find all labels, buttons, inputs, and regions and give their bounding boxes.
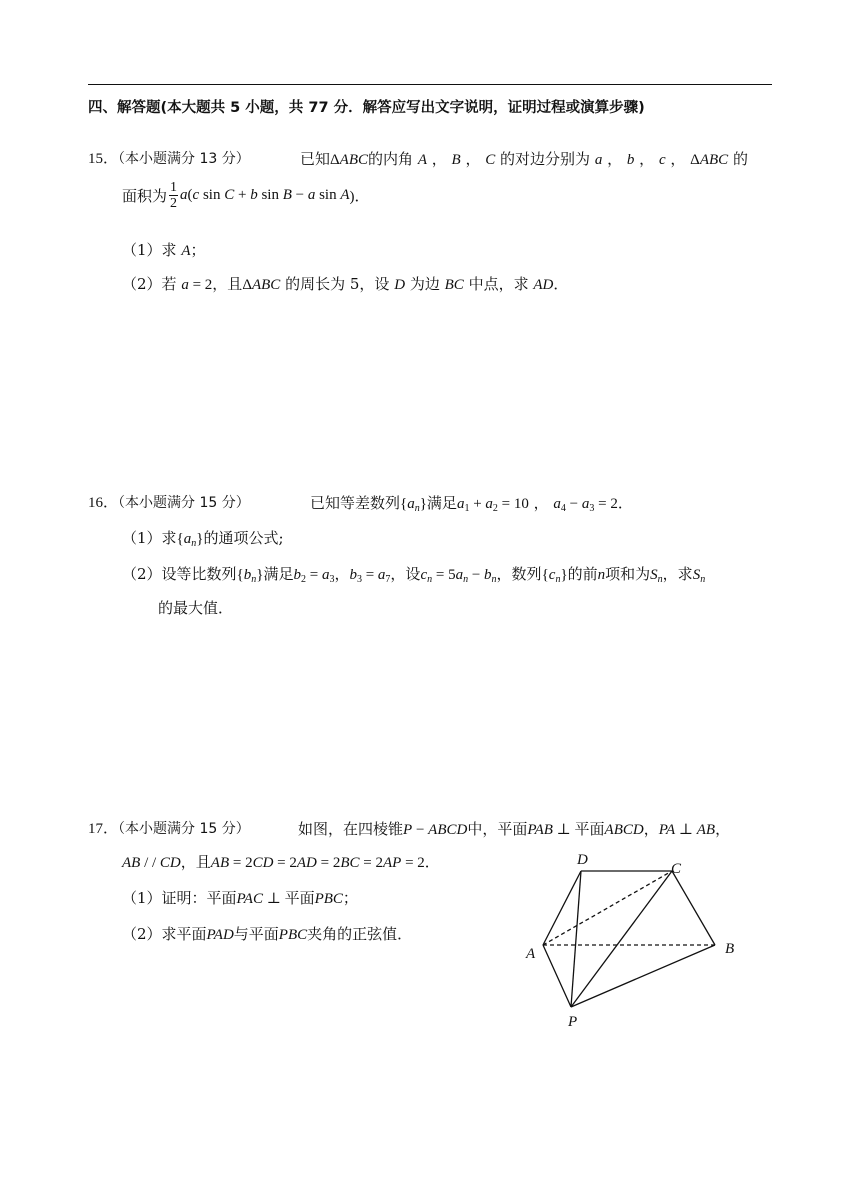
- q15-part1: （1）求 A；: [122, 241, 206, 259]
- section-title: 四、解答题(本大题共 5 小题，共 77 分．解答应写出文字说明，证明过程或演算步骤): [88, 100, 645, 116]
- edge-CP: [571, 871, 672, 1007]
- pyramid-figure: [520, 845, 750, 1035]
- q17-stem: 如图，在四棱锥P − ABCD中，平面PAB ⊥ 平面ABCD，PA ⊥ AB，: [298, 820, 731, 838]
- q17-part1: （1）证明：平面PAC ⊥ 平面PBC；: [122, 889, 358, 907]
- edge-DP: [571, 871, 581, 1007]
- q15-tag: （本小题满分 13 分）: [118, 151, 250, 167]
- q16-part2: （2）设等比数列$\{b_n\}$满足$b_2 = a_3$，$b_3 = a_7$，设$c_n = 5a_n - b_n$，数列$\{c_n\}$的前n项和为$S_n$，求$S_n$: [122, 565, 706, 585]
- label-C: C: [671, 861, 682, 877]
- q15-part2: （2）若 a = 2，且ΔABC 的周长为 5，设 D 为边 BC 中点，求 AD．: [122, 275, 569, 293]
- q15-number: 15．: [88, 151, 119, 167]
- q16-part2-cont: 的最大值．: [158, 599, 234, 617]
- q16-number: 16．: [88, 495, 119, 511]
- label-D: D: [577, 852, 588, 868]
- label-B: B: [725, 941, 735, 957]
- q15-header: [88, 148, 250, 169]
- q16-part1: （1）求$\{a_n\}$的通项公式;: [122, 529, 284, 549]
- q16-header: [88, 492, 250, 513]
- q16-stem: 已知等差数列$\{a_n\}$满足$a_1 + a_2 = 10$ ， $a_4 - a_3 = 2$．: [310, 494, 633, 514]
- q16-tag: （本小题满分 15 分）: [118, 495, 250, 511]
- q17-header: [88, 818, 250, 839]
- q17-number: 17．: [88, 821, 119, 837]
- top-divider: [88, 84, 772, 85]
- edge-CB: [672, 871, 715, 945]
- label-A: A: [526, 946, 536, 962]
- edge-PB: [571, 945, 715, 1007]
- q17-tag: （本小题满分 15 分）: [118, 821, 250, 837]
- label-P: P: [568, 1014, 578, 1030]
- q15-area: 面积为 $\frac{1}{2}$ a(c sin C + b sin B − a sin A)．: [122, 180, 370, 211]
- q15-stem: 已知ΔABC的内角 A ， B ， C 的对边分别为 a ， b ， c ， ΔABC 的: [300, 150, 748, 168]
- edge-AP: [543, 945, 571, 1007]
- q17-stem-line2: AB / / CD，且AB = 2CD = 2AD = 2BC = 2AP = 2．: [122, 853, 440, 871]
- q17-part2: （2）求平面PAD与平面PBC夹角的正弦值．: [122, 925, 413, 943]
